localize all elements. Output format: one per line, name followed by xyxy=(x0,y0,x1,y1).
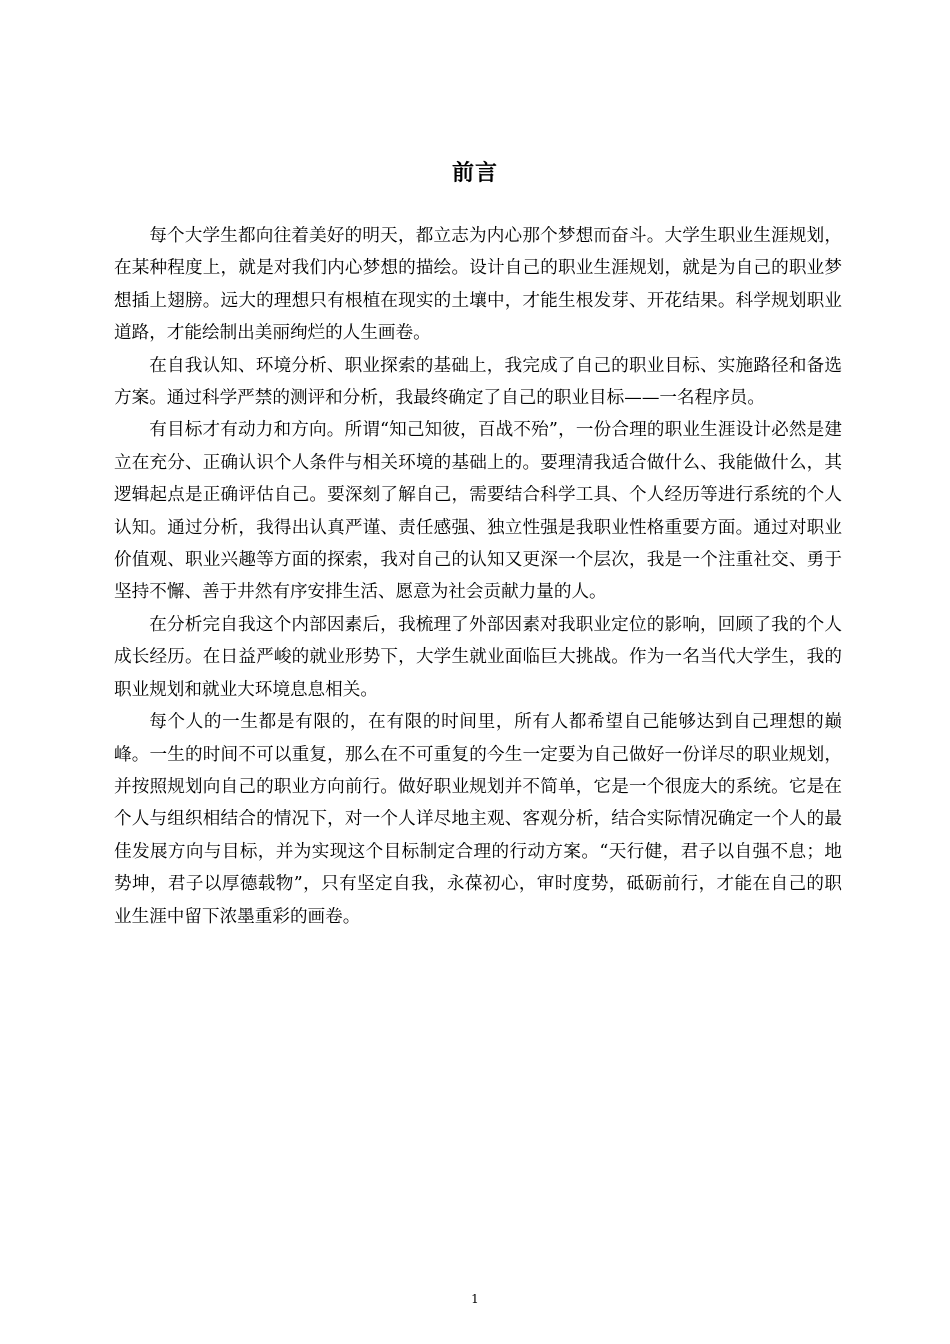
paragraph: 有目标才有动力和方向。所谓“知己知彼，百战不殆”，一份合理的职业生涯设计必然是建立在充分、正确认识个人条件与相关环境的基础上的。要理清我适合做什么、我能做什么，其逻辑起点是正确评估自己。要深刻了解自己，需要结合科学工具、个人经历等进行系统的个人认知。通过分析，我得出认真严谨、责任感强、独立性强是我职业性格重要方面。通过对职业价值观、职业兴趣等方面的探索，我对自己的认知又更深一个层次，我是一个注重社交、勇于坚持不懈、善于井然有序安排生活、愿意为社会贡献力量的人。 xyxy=(114,420,842,603)
paragraph: 在分析完自我这个内部因素后，我梳理了外部因素对我职业定位的影响，回顾了我的个人成长经历。在日益严峻的就业形势下，大学生就业面临巨大挑战。作为一名当代大学生，我的职业规划和就业大环境息息相关。 xyxy=(114,614,842,700)
page-title: 前言 xyxy=(451,161,498,186)
document-body xyxy=(114,220,842,933)
paragraph: 在自我认知、环境分析、职业探索的基础上，我完成了自己的职业目标、实施路径和备选方案。通过科学严禁的测评和分析，我最终确定了自己的职业目标——一名程序员。 xyxy=(114,355,842,409)
paragraph: 每个大学生都向往着美好的明天，都立志为内心那个梦想而奋斗。大学生职业生涯规划，在某种程度上，就是对我们内心梦想的描绘。设计自己的职业生涯规划，就是为自己的职业梦想插上翅膀。远大的理想只有根植在现实的土壤中，才能生根发芽、开花结果。科学规划职业道路，才能绘制出美丽绚烂的人生画卷。 xyxy=(114,226,842,344)
page-number: 1 xyxy=(471,1292,479,1306)
paragraph: 每个人的一生都是有限的，在有限的时间里，所有人都希望自己能够达到自己理想的巅峰。一生的时间不可以重复，那么在不可重复的今生一定要为自己做好一份详尽的职业规划，并按照规划向自己的职业方向前行。做好职业规划并不简单，它是一个很庞大的系统。它是在个人与组织相结合的情况下，对一个人详尽地主观、客观分析，结合实际情况确定一个人的最佳发展方向与目标，并为实现这个目标制定合理的行动方案。“天行健，君子以自强不息；地势坤，君子以厚德载物”，只有坚定自我，永葆初心，审时度势，砥砺前行，才能在自己的职业生涯中留下浓墨重彩的画卷。 xyxy=(114,712,842,927)
